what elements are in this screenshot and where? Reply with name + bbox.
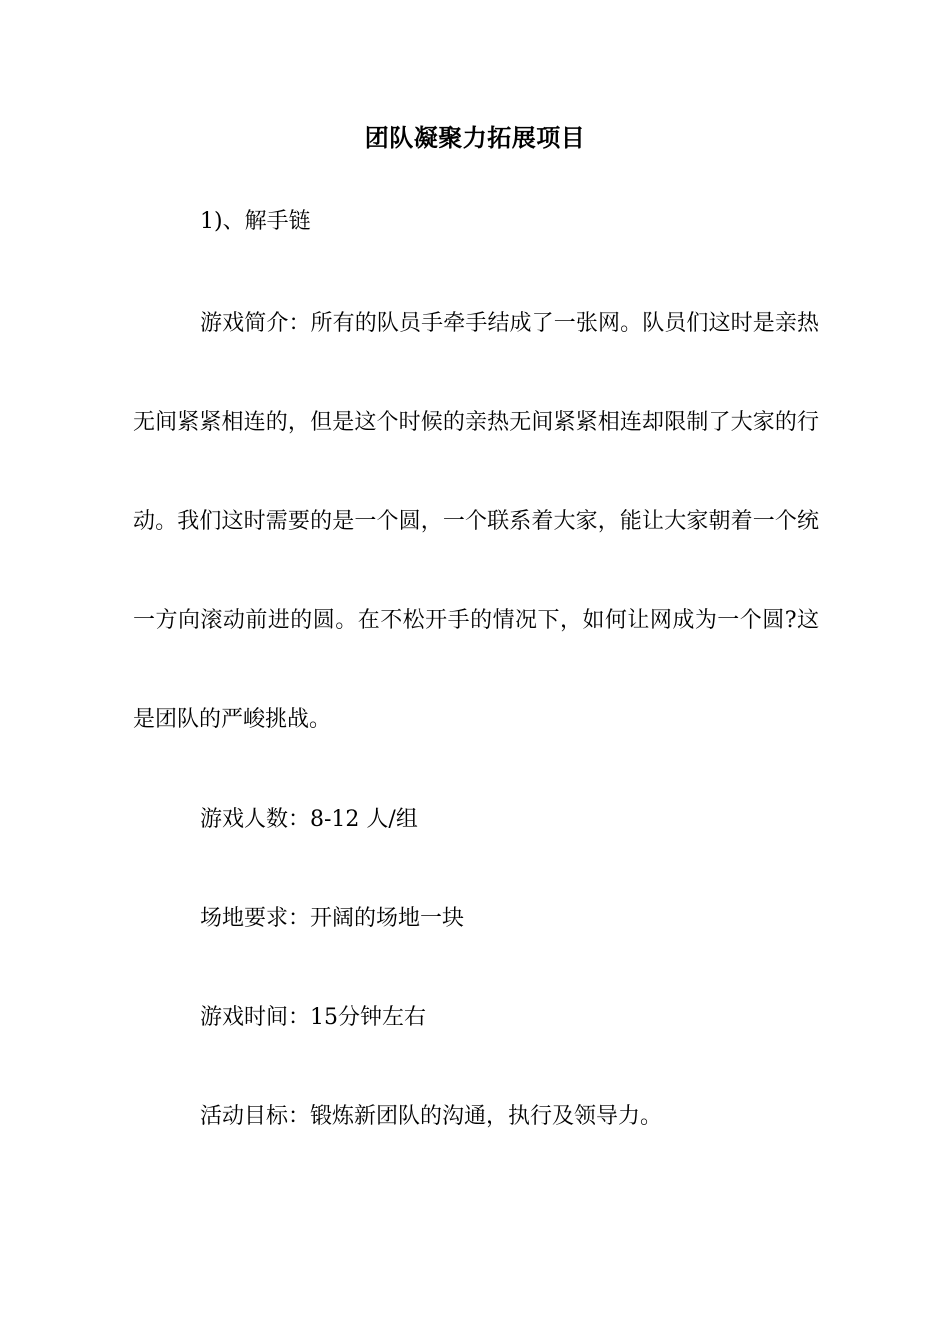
goal-line: 活动目标：锻炼新团队的沟通，执行及领导力。 — [200, 1104, 663, 1129]
venue-line: 场地要求：开阔的场地一块 — [200, 906, 465, 931]
players-line: 游戏人数：8-12 人/组 — [200, 807, 418, 832]
intro-paragraph: 游戏简介：所有的队员手牵手结成了一张网。队员们这时是亲热无间紧紧相连的，但是这个时候的亲热无间紧紧相连却限制了大家的行动。我们这时需要的是一个圆，一个联系着大家，能让大家朝着一个统一方向滚动前进的圆。在不松开手的情况下，如何让网成为一个圆?这是团队的严峻挑战。 — [133, 311, 819, 732]
duration-line: 游戏时间：15分钟左右 — [200, 1005, 426, 1030]
section-heading: 1)、解手链 — [200, 209, 311, 234]
document-title: 团队凝聚力拓展项目 — [364, 124, 586, 152]
